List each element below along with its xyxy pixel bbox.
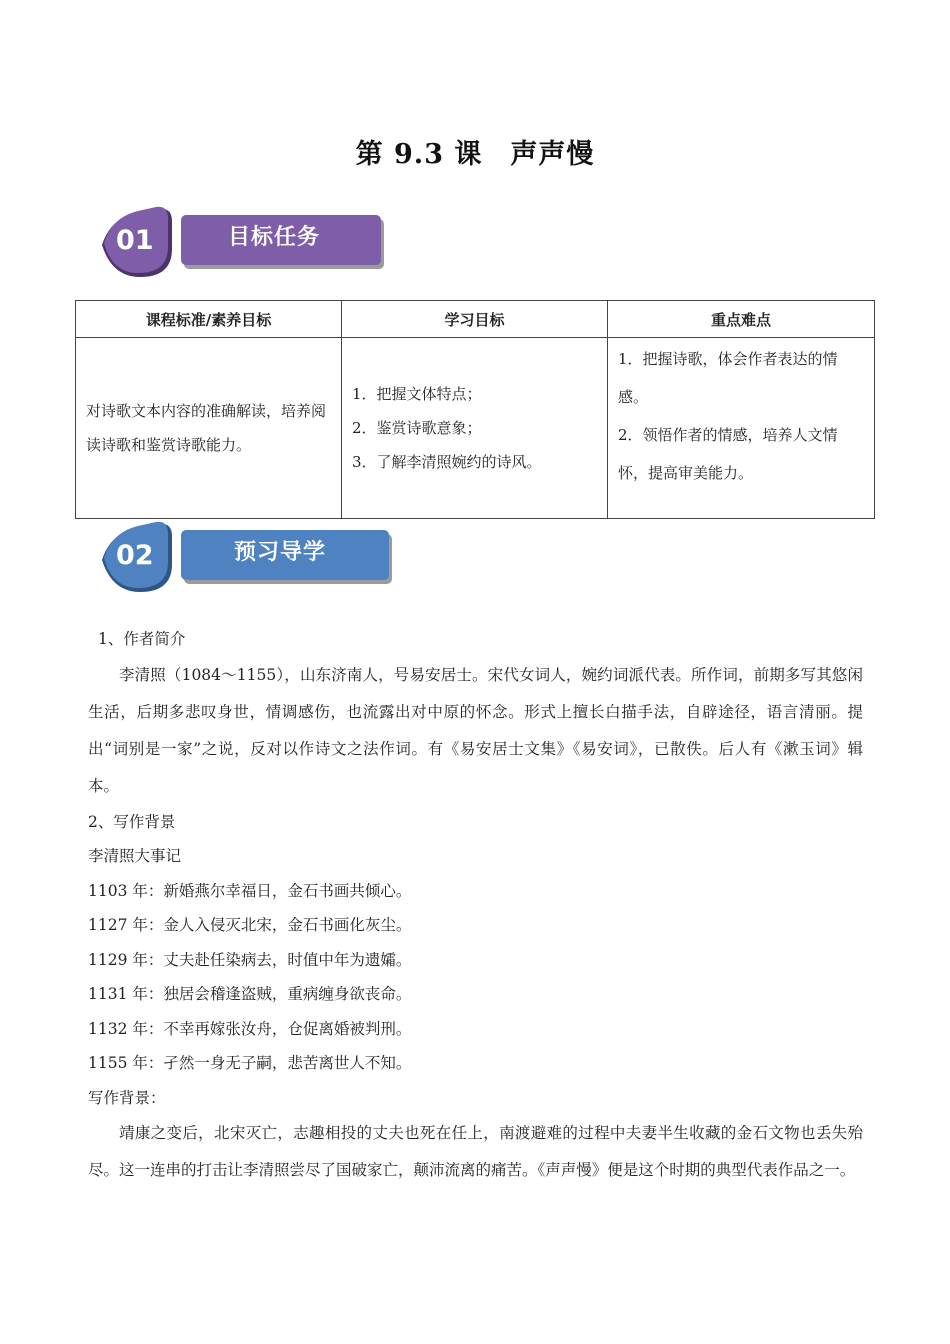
timeline-item: 1127 年：金人入侵灭北宋，金石书画化灰尘。 xyxy=(88,916,412,934)
lesson-number: 第 9.3 课 xyxy=(355,139,483,170)
section-title: 目标任务 xyxy=(228,225,321,250)
cell-learning-goals xyxy=(342,338,608,519)
writing-background-heading: 写作背景： xyxy=(88,1088,166,1107)
section-title: 预习导学 xyxy=(234,540,327,565)
timeline-item: 1132 年：不幸再嫁张汝舟，仓促离婚被判刑。 xyxy=(88,1019,412,1038)
goals-table xyxy=(75,300,875,519)
timeline-heading: 李清照大事记 xyxy=(88,847,182,865)
section-badge-02 xyxy=(92,520,402,596)
difficulty-item: 2．领悟作者的情感，培养人文情怀，提高审美能力。 xyxy=(618,426,838,482)
header-learning-goals: 学习目标 xyxy=(342,301,608,338)
section-number: 01 xyxy=(116,225,154,256)
header-curriculum-standard: 课程标准/素养目标 xyxy=(76,301,342,338)
cell-curriculum-standard: 对诗歌文本内容的准确解读，培养阅读诗歌和鉴赏诗歌能力。 xyxy=(76,338,342,519)
author-paragraph: 李清照（1084～1155），山东济南人，号易安居士。宋代女词人，婉约词派代表。所作词，前期多写其悠闲生活，后期多悲叹身世，情调感伤，也流露出对中原的怀念。形式上擅长白描手法，自辟途径，语言清丽。提出“词别是一家”之说，反对以作诗文之法作词。有《易安居士文集》《易安词》，已散佚。后人有《漱玉词》辑本。 xyxy=(88,665,863,795)
writing-background-paragraph: 靖康之变后，北宋灭亡，志趣相投的丈夫也死在任上，南渡避难的过程中夫妻半生收藏的金石文物也丢失殆尽。这一连串的打击让李清照尝尽了国破家亡，颠沛流离的痛苦。《声声慢》便是这个时期的典型代表作品之一。 xyxy=(88,1124,863,1179)
page-title xyxy=(0,132,950,171)
header-key-difficulties: 重点难点 xyxy=(608,301,875,338)
timeline-item: 1155 年：孑然一身无子嗣，悲苦离世人不知。 xyxy=(88,1054,412,1072)
difficulty-item: 1．把握诗歌，体会作者表达的情感。 xyxy=(618,350,838,406)
section-badge-01 xyxy=(92,205,392,281)
goal-item: 1．把握文体特点； xyxy=(352,385,482,403)
table-header-row xyxy=(76,301,875,338)
author-heading: 1、作者简介 xyxy=(98,630,186,648)
goal-item: 3．了解李清照婉约的诗风。 xyxy=(352,453,542,471)
timeline-item: 1131 年：独居会稽逢盗贼，重病缠身欲丧命。 xyxy=(88,985,412,1003)
goal-item: 2．鉴赏诗歌意象； xyxy=(352,419,482,437)
cell-key-difficulties xyxy=(608,338,875,519)
timeline-item: 1103 年：新婚燕尔幸福日，金石书画共倾心。 xyxy=(88,881,412,900)
table-row xyxy=(76,338,875,519)
lesson-name: 声声慢 xyxy=(510,139,595,170)
preview-content xyxy=(88,622,863,1189)
background-heading: 2、写作背景 xyxy=(88,812,176,831)
section-number: 02 xyxy=(116,540,154,571)
timeline-item: 1129 年：丈夫赴任染病去，时值中年为遗孀。 xyxy=(88,950,412,969)
